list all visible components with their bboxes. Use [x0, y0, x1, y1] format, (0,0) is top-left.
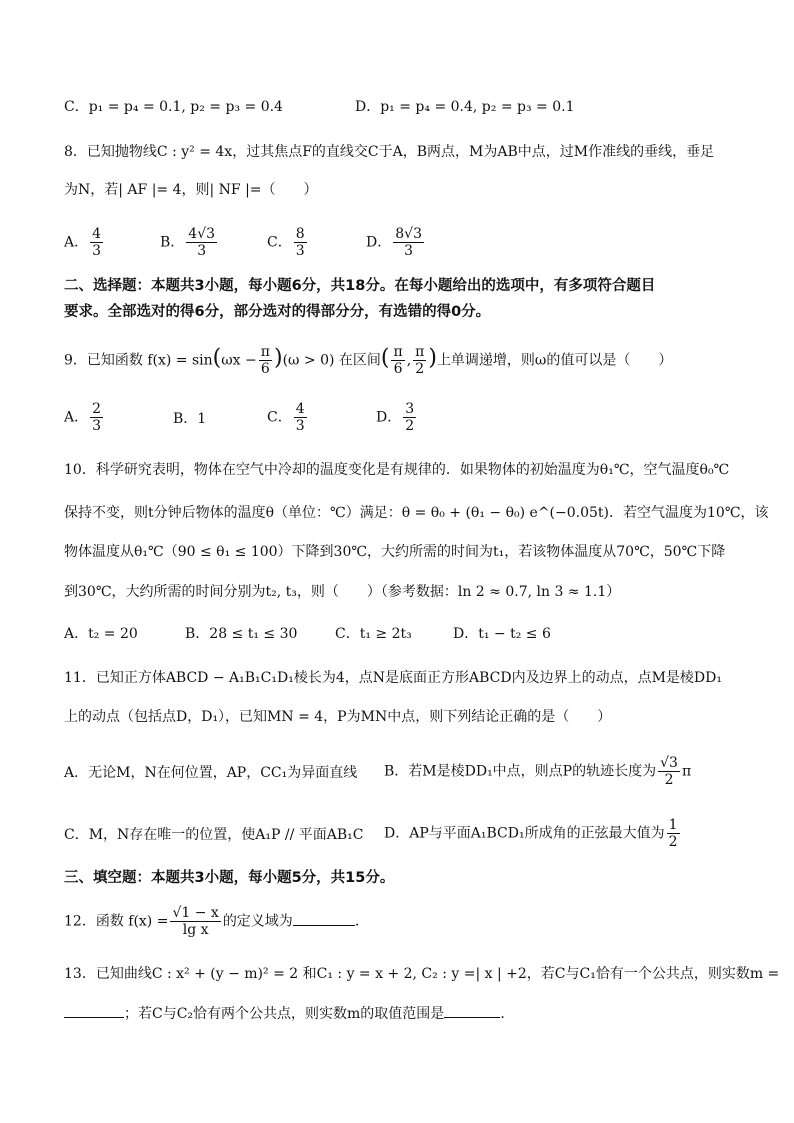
q11-stem-line1: 11．已知正方体ABCD − A₁B₁C₁D₁棱长为4，点N是底面正方形ABCD内及边界上的动点，点M是棱DD₁ [64, 670, 722, 686]
q12-answer-blank[interactable] [293, 911, 355, 926]
q8-option-c: C． $\frac{8}{3}$ [267, 226, 305, 259]
q8-option-a: A． $\frac{4}{3}$ [64, 226, 102, 259]
q9-option-d: D． $\frac{3}{2}$ [376, 401, 415, 434]
q11-option-d: D．AP与平面A₁BCD₁所成角的正弦最大值为 $\frac{1}{2}$ [384, 817, 678, 850]
q11-option-a: A．无论M，N在何位置，AP，CC₁为异面直线 [64, 765, 358, 781]
section-2-heading-line1: 二、选择题：本题共3小题，每小题6分，共18分。在每小题给出的选项中，有多项符合题目 [64, 278, 656, 294]
q7-option-c: C．p₁ = p₄ = 0.1, p₂ = p₃ = 0.4 [64, 99, 283, 115]
q13-answer-blank-1[interactable] [64, 1003, 124, 1018]
q9-option-c: C． $\frac{4}{3}$ [267, 401, 305, 434]
q13-answer-blank-2[interactable] [444, 1003, 500, 1018]
q10-option-b: B．28 ≤ t₁ ≤ 30 [185, 626, 298, 642]
q10-option-a: A．t₂ = 20 [64, 626, 138, 642]
q10-stem-line3: 物体温度从θ₁℃（90 ≤ θ₁ ≤ 100）下降到30℃，大约所需的时间为t₁，若该物体温度从70℃，50℃下降 [64, 544, 726, 560]
q11-option-c: C．M，N存在唯一的位置，使A₁P // 平面AB₁C [64, 827, 364, 843]
q10-option-d: D．t₁ − t₂ ≤ 6 [453, 626, 551, 642]
q13-stem-line2: ；若C与C₂恰有两个公共点，则实数m的取值范围是 ． [64, 1003, 514, 1024]
section-3-heading: 三、填空题：本题共3小题，每小题5分，共15分。 [64, 870, 395, 886]
q8-stem-line1: 8．已知抛物线C : y² = 4x，过其焦点F的直线交C于A，B两点，M为AB中点，过M作准线的垂线，垂足 [64, 144, 715, 160]
q9-option-a: A． $\frac{2}{3}$ [64, 401, 102, 434]
q10-stem-line1: 10．科学研究表明，物体在空气中冷却的温度变化是有规律的．如果物体的初始温度为θ₁℃，空气温度θ₀℃ [64, 462, 730, 478]
q9-option-b: B．1 [173, 411, 207, 427]
q7-option-d: D．p₁ = p₄ = 0.4, p₂ = p₃ = 0.1 [355, 99, 575, 115]
q9-stem: 9．已知函数 f(x) = sin(ωx − $\frac{\pi}{6}$ )(ω > 0) 在区间( $\frac{\pi}{6}$ , $\frac{\pi}{2}$ )上单调递增，则ω的值可以是（ ） [64, 344, 673, 377]
q10-stem-line4: 到30℃，大约所需的时间分别为t₂, t₃，则（ ）（参考数据：ln 2 ≈ 0.7, ln 3 ≈ 1.1） [64, 584, 621, 600]
q8-option-d: D． $\frac{8√3}{3}$ [366, 226, 422, 259]
q10-stem-line2: 保持不变，则t分钟后物体的温度θ（单位：℃）满足：θ = θ₀ + (θ₁ − θ₀) e^(−0.05t)．若空气温度为10℃，该 [64, 505, 769, 521]
q13-stem-line1: 13．已知曲线C : x² + (y − m)² = 2 和C₁ : y = x + 2, C₂ : y =| x | +2，若C与C₁恰有一个公共点，则实数m = [64, 966, 780, 982]
q12-stem: 12．函数 f(x) = $\frac{√1 - x}{\text{lg x}}$ 的定义域为 ． [64, 905, 369, 938]
q10-option-c: C．t₁ ≥ 2t₃ [335, 626, 412, 642]
q8-option-b: B． $\frac{4√3}{3}$ [160, 226, 216, 259]
q11-stem-line2: 上的动点（包括点D，D₁），已知MN = 4，P为MN中点，则下列结论正确的是（ ） [64, 709, 612, 725]
q11-option-b: B．若M是棱DD₁中点，则点P的轨迹长度为 $\frac{√3}{2}$ π [384, 755, 692, 788]
q8-stem-line2: 为N，若| AF |= 4，则| NF |=（ ） [64, 182, 318, 198]
section-2-heading-line2: 要求。全部选对的得6分，部分选对的得部分分，有选错的得0分。 [64, 304, 491, 320]
